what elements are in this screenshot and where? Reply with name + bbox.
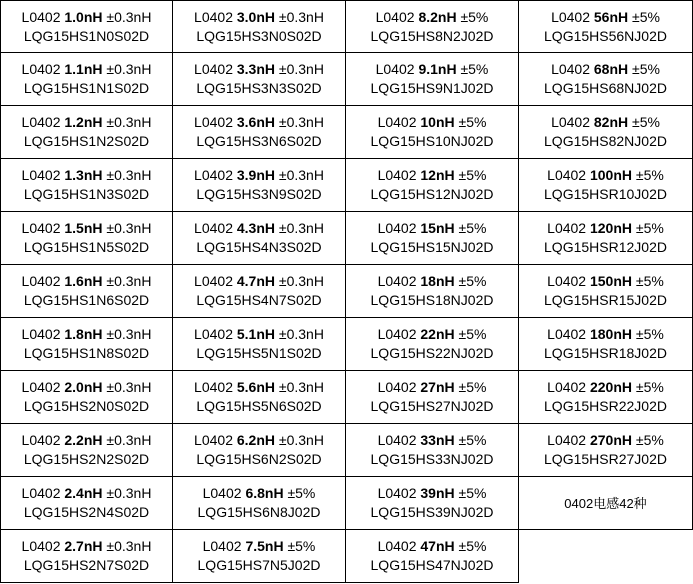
table-cell — [0, 53, 173, 106]
part-number: LQG15HS2N0S02D — [23, 398, 150, 414]
tolerance: ±5% — [283, 485, 316, 501]
inductance-value: 150nH — [589, 273, 633, 289]
tolerance: ±0.3nH — [275, 114, 324, 130]
part-number: LQG15HSR10J02D — [544, 186, 667, 202]
inductance-value: 1.8nH — [64, 326, 103, 342]
tolerance: ±5% — [454, 485, 487, 501]
table-cell — [519, 159, 693, 212]
inductor-spec — [551, 113, 660, 132]
table-cell — [519, 0, 693, 53]
table-cell — [519, 53, 693, 106]
inductor-spec — [378, 378, 487, 397]
part-number: LQG15HS4N7S02D — [196, 292, 322, 308]
inductor-spec — [22, 484, 152, 503]
inductor-spec — [22, 325, 152, 344]
inductor-spec — [378, 219, 487, 238]
package-code: L0402 — [547, 379, 590, 395]
package-code: L0402 — [194, 167, 237, 183]
tolerance: ±5% — [632, 273, 664, 289]
inductance-value: 120nH — [589, 220, 633, 236]
part-number: LQG15HS6N2S02D — [196, 451, 322, 467]
tolerance: ±5% — [628, 114, 660, 130]
tolerance: ±5% — [456, 61, 489, 77]
part-number: LQG15HS1N8S02D — [23, 345, 150, 361]
inductor-spec — [22, 60, 152, 79]
part-number: LQG15HS2N2S02D — [23, 451, 150, 467]
part-number: LQG15HS1N6S02D — [23, 292, 150, 308]
table-cell — [173, 424, 346, 477]
package-code: L0402 — [194, 220, 237, 236]
inductance-value: 47nH — [420, 538, 455, 554]
package-code: L0402 — [377, 220, 421, 236]
inductance-value: 2.4nH — [64, 485, 103, 501]
part-number: LQG15HS2N7S02D — [23, 557, 150, 573]
package-code: L0402 — [547, 326, 590, 342]
inductance-value: 6.2nH — [236, 432, 275, 448]
tolerance: ±5% — [454, 379, 487, 395]
inductance-value: 270nH — [589, 432, 633, 448]
table-cell — [0, 106, 173, 159]
package-code: L0402 — [547, 273, 590, 289]
tolerance: ±5% — [454, 220, 487, 236]
tolerance: ±0.3nH — [102, 379, 152, 395]
part-number: LQG15HS56NJ02D — [544, 27, 667, 44]
part-number: LQG15HSR15J02D — [544, 292, 667, 308]
inductance-value: 1.0nH — [64, 8, 103, 25]
package-code: L0402 — [194, 61, 237, 77]
inductor-spec — [378, 272, 487, 291]
part-number: LQG15HS47NJ02D — [370, 557, 494, 573]
inductor-spec — [194, 219, 324, 238]
inductor-spec — [194, 166, 324, 185]
package-code: L0402 — [377, 114, 421, 130]
inductor-spec — [547, 431, 664, 450]
tolerance: ±0.3nH — [102, 485, 152, 501]
inductor-spec — [376, 60, 489, 79]
summary-note — [519, 477, 693, 530]
table-cell — [173, 212, 346, 265]
package-code: L0402 — [21, 538, 65, 554]
part-number: LQG15HS12NJ02D — [370, 186, 494, 202]
table-cell — [346, 371, 519, 424]
package-code: L0402 — [21, 326, 65, 342]
tolerance: ±0.3nH — [275, 220, 324, 236]
table-cell — [173, 265, 346, 318]
inductor-spec — [194, 325, 324, 344]
part-number: LQG15HS3N3S02D — [196, 80, 322, 96]
tolerance: ±0.3nH — [102, 220, 152, 236]
inductance-value: 27nH — [420, 379, 455, 395]
package-code: L0402 — [194, 379, 237, 395]
package-code: L0402 — [551, 114, 594, 130]
table-cell — [519, 106, 693, 159]
table-cell — [346, 212, 519, 265]
table-cell — [346, 106, 519, 159]
inductance-value: 39nH — [420, 485, 455, 501]
inductance-value: 1.3nH — [64, 167, 103, 183]
part-number: LQG15HS3N0S02D — [196, 27, 322, 44]
table-cell — [173, 318, 346, 371]
package-code: L0402 — [547, 220, 590, 236]
table-cell — [519, 212, 693, 265]
tolerance: ±0.3nH — [102, 8, 152, 25]
inductance-value: 18nH — [420, 273, 455, 289]
tolerance: ±0.3nH — [275, 8, 324, 25]
package-code: L0402 — [21, 273, 65, 289]
package-code: L0402 — [551, 61, 594, 77]
tolerance: ±0.3nH — [102, 167, 152, 183]
part-number: LQG15HS82NJ02D — [544, 133, 667, 149]
table-cell — [173, 106, 346, 159]
tolerance: ±0.3nH — [102, 273, 152, 289]
inductance-value: 1.1nH — [64, 61, 103, 77]
table-cell — [519, 265, 693, 318]
inductor-spec — [378, 166, 487, 185]
part-number: LQG15HSR18J02D — [544, 345, 667, 361]
part-number: LQG15HS68NJ02D — [544, 80, 667, 96]
inductance-value: 12nH — [420, 167, 455, 183]
inductance-value: 22nH — [420, 326, 455, 342]
package-code: L0402 — [377, 538, 421, 554]
part-number: LQG15HS2N4S02D — [23, 504, 150, 520]
package-code: L0402 — [551, 8, 594, 25]
inductance-value: 7.5nH — [245, 538, 284, 554]
inductor-spec — [194, 60, 324, 79]
inductance-value: 56nH — [593, 8, 629, 25]
inductance-value: 1.5nH — [64, 220, 103, 236]
package-code: L0402 — [375, 8, 419, 25]
table-cell — [346, 424, 519, 477]
part-number: LQG15HS4N3S02D — [196, 239, 322, 255]
table-cell — [0, 265, 173, 318]
tolerance: ±0.3nH — [102, 538, 152, 554]
part-number: LQG15HS1N1S02D — [23, 80, 150, 96]
inductor-spec — [22, 166, 152, 185]
inductor-spec — [547, 378, 664, 397]
inductor-spec — [547, 219, 664, 238]
package-code: L0402 — [21, 485, 65, 501]
inductor-spec — [22, 431, 152, 450]
tolerance: ±5% — [632, 432, 664, 448]
inductance-value: 6.8nH — [245, 485, 284, 501]
table-cell — [346, 0, 519, 53]
inductor-spec — [194, 272, 324, 291]
tolerance: ±0.3nH — [102, 61, 152, 77]
package-code: L0402 — [21, 8, 65, 25]
package-code: L0402 — [21, 167, 65, 183]
inductor-spec — [22, 378, 152, 397]
inductance-value: 4.3nH — [236, 220, 275, 236]
part-number: LQG15HS7N5J02D — [197, 557, 321, 573]
inductance-value: 1.2nH — [64, 114, 103, 130]
table-cell — [519, 371, 693, 424]
package-code: L0402 — [375, 61, 419, 77]
inductance-value: 180nH — [589, 326, 633, 342]
tolerance: ±0.3nH — [275, 273, 324, 289]
part-number: LQG15HS3N6S02D — [196, 133, 322, 149]
tolerance: ±5% — [632, 379, 664, 395]
package-code: L0402 — [377, 167, 421, 183]
tolerance: ±0.3nH — [275, 432, 324, 448]
package-code: L0402 — [194, 114, 237, 130]
inductance-value: 4.7nH — [236, 273, 275, 289]
table-cell — [346, 265, 519, 318]
package-code: L0402 — [202, 538, 246, 554]
inductor-spec — [547, 272, 664, 291]
inductor-spec — [378, 431, 487, 450]
inductor-spec — [378, 113, 487, 132]
tolerance: ±0.3nH — [102, 432, 152, 448]
package-code: L0402 — [377, 273, 421, 289]
tolerance: ±5% — [454, 432, 487, 448]
tolerance: ±5% — [454, 273, 487, 289]
part-number: LQG15HS18NJ02D — [370, 292, 494, 308]
package-code: L0402 — [547, 167, 590, 183]
tolerance: ±5% — [632, 326, 664, 342]
summary-note-text: 0402电感42种 — [564, 495, 647, 511]
table-cell — [346, 159, 519, 212]
package-code: L0402 — [377, 326, 421, 342]
inductor-spec — [378, 325, 487, 344]
table-cell — [519, 318, 693, 371]
package-code: L0402 — [377, 485, 421, 501]
package-code: L0402 — [194, 432, 237, 448]
part-number: LQG15HS27NJ02D — [370, 398, 494, 414]
tolerance: ±5% — [628, 8, 660, 25]
package-code: L0402 — [21, 220, 65, 236]
inductor-spec — [22, 8, 152, 27]
tolerance: ±5% — [628, 61, 660, 77]
tolerance: ±5% — [454, 114, 487, 130]
package-code: L0402 — [547, 432, 590, 448]
inductor-spec — [22, 113, 152, 132]
inductor-spec — [547, 166, 664, 185]
inductor-spec — [551, 60, 660, 79]
table-cell — [346, 53, 519, 106]
table-cell — [0, 212, 173, 265]
inductor-spec — [194, 378, 324, 397]
tolerance: ±0.3nH — [275, 326, 324, 342]
package-code: L0402 — [194, 273, 237, 289]
part-number: LQG15HS3N9S02D — [196, 186, 322, 202]
inductor-spec — [378, 537, 487, 556]
inductance-value: 220nH — [589, 379, 633, 395]
inductance-value: 82nH — [593, 114, 629, 130]
inductance-value: 9.1nH — [418, 61, 457, 77]
part-number: LQG15HSR27J02D — [544, 451, 667, 467]
table-cell — [173, 371, 346, 424]
package-code: L0402 — [21, 432, 65, 448]
package-code: L0402 — [377, 379, 421, 395]
inductor-spec — [22, 219, 152, 238]
inductance-value: 3.9nH — [236, 167, 275, 183]
tolerance: ±5% — [632, 220, 664, 236]
inductance-value: 68nH — [593, 61, 629, 77]
table-cell — [0, 477, 173, 530]
part-number: LQG15HS22NJ02D — [370, 345, 494, 361]
inductor-spec — [194, 431, 324, 450]
package-code: L0402 — [194, 326, 237, 342]
tolerance: ±0.3nH — [275, 61, 324, 77]
tolerance: ±0.3nH — [275, 379, 324, 395]
inductance-value: 8.2nH — [418, 8, 457, 25]
inductance-value: 15nH — [420, 220, 455, 236]
table-cell — [0, 530, 173, 583]
part-number: LQG15HS5N6S02D — [196, 398, 322, 414]
package-code: L0402 — [21, 61, 65, 77]
package-code: L0402 — [21, 114, 65, 130]
part-number: LQG15HS1N5S02D — [23, 239, 150, 255]
package-code: L0402 — [377, 432, 421, 448]
package-code: L0402 — [202, 485, 246, 501]
part-number: LQG15HS9N1J02D — [370, 80, 494, 96]
inductor-spec — [22, 272, 152, 291]
inductor-spec — [22, 537, 152, 556]
tolerance: ±0.3nH — [102, 326, 152, 342]
inductance-value: 3.0nH — [236, 8, 275, 25]
table-cell — [173, 0, 346, 53]
inductance-value: 5.6nH — [236, 379, 275, 395]
part-number: LQG15HS1N2S02D — [23, 133, 150, 149]
part-number: LQG15HS6N8J02D — [197, 504, 321, 520]
part-number: LQG15HS1N3S02D — [23, 186, 150, 202]
inductance-value: 2.2nH — [64, 432, 103, 448]
inductor-spec — [203, 484, 316, 503]
tolerance: ±0.3nH — [275, 167, 324, 183]
part-number: LQG15HSR22J02D — [544, 398, 667, 414]
table-cell — [173, 159, 346, 212]
part-number: LQG15HS15NJ02D — [370, 239, 494, 255]
inductance-value: 5.1nH — [236, 326, 275, 342]
table-cell — [519, 424, 693, 477]
tolerance: ±0.3nH — [102, 114, 152, 130]
inductance-value: 100nH — [589, 167, 633, 183]
tolerance: ±5% — [283, 538, 316, 554]
table-cell — [173, 477, 346, 530]
inductance-value: 3.3nH — [236, 61, 275, 77]
table-cell — [0, 0, 173, 53]
table-cell — [0, 318, 173, 371]
inductor-spec — [194, 8, 324, 27]
inductance-value: 10nH — [420, 114, 455, 130]
inductor-spec — [376, 8, 489, 27]
part-number: LQG15HS33NJ02D — [370, 451, 494, 467]
tolerance: ±5% — [454, 326, 487, 342]
package-code: L0402 — [194, 8, 237, 25]
table-cell — [173, 530, 346, 583]
part-number: LQG15HS10NJ02D — [370, 133, 494, 149]
inductor-spec — [203, 537, 316, 556]
part-number: LQG15HSR12J02D — [544, 239, 667, 255]
table-cell — [346, 530, 519, 583]
part-number: LQG15HS8N2J02D — [370, 27, 494, 44]
inductance-value: 1.6nH — [64, 273, 103, 289]
table-cell — [0, 424, 173, 477]
part-number: LQG15HS39NJ02D — [370, 504, 494, 520]
table-cell — [173, 53, 346, 106]
inductor-spec — [378, 484, 487, 503]
package-code: L0402 — [21, 379, 65, 395]
tolerance: ±5% — [454, 538, 487, 554]
inductance-value: 3.6nH — [236, 114, 275, 130]
inductance-value: 2.0nH — [64, 379, 103, 395]
inductor-spec — [194, 113, 324, 132]
table-cell — [0, 159, 173, 212]
inductance-value: 2.7nH — [64, 538, 103, 554]
inductor-spec — [551, 8, 660, 27]
part-number: LQG15HS5N1S02D — [196, 345, 322, 361]
tolerance: ±5% — [454, 167, 487, 183]
inductor-spec — [547, 325, 664, 344]
table-cell — [346, 477, 519, 530]
part-number: LQG15HS1N0S02D — [23, 27, 150, 44]
tolerance: ±5% — [456, 8, 489, 25]
empty-cell — [519, 530, 693, 583]
tolerance: ±5% — [632, 167, 664, 183]
table-cell — [346, 318, 519, 371]
table-cell — [0, 371, 173, 424]
inductance-value: 33nH — [420, 432, 455, 448]
